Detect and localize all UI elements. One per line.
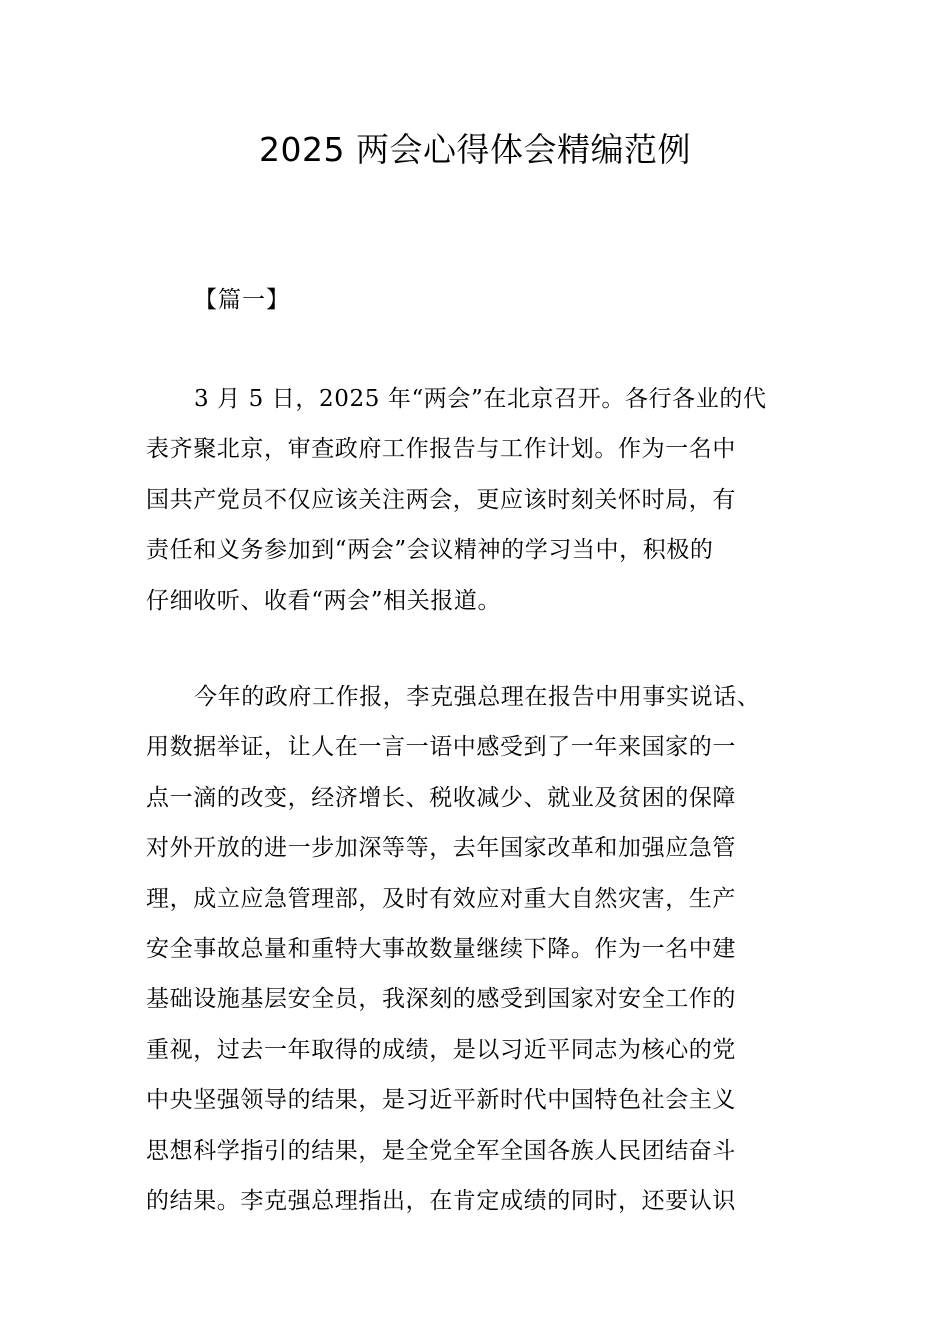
paragraph-line: 中央坚强领导的结果，是习近平新时代中国特色社会主义: [146, 1087, 736, 1114]
paragraph-line: 点一滴的改变，经济增长、税收减少、就业及贫困的保障: [146, 784, 736, 811]
paragraph-line: 理，成立应急管理部，及时有效应对重大自然灾害，生产: [146, 885, 736, 912]
paragraph-line: 3 月 5 日，2025 年“两会”在北京召开。各行各业的代: [194, 386, 767, 412]
paragraph-line: 基础设施基层安全员，我深刻的感受到国家对安全工作的: [146, 986, 736, 1013]
paragraph-line: 重视，过去一年取得的成绩，是以习近平同志为核心的党: [146, 1036, 736, 1063]
paragraph-line: 思想科学指引的结果，是全党全军全国各族人民团结奋斗: [146, 1137, 736, 1164]
section-label: 【篇一】: [194, 287, 290, 313]
paragraph-line: 责任和义务参加到“两会”会议精神的学习当中，积极的: [146, 537, 714, 564]
document-title: 2025 两会心得体会精编范例: [259, 130, 691, 169]
paragraph-line: 对外开放的进一步加深等等，去年国家改革和加强应急管: [146, 835, 736, 862]
paragraph-line: 今年的政府工作报，李克强总理在报告中用事实说话、: [194, 684, 761, 710]
paragraph-line: 国共产党员不仅应该关注两会，更应该时刻关怀时局，有: [146, 486, 736, 513]
paragraph-line: 的结果。李克强总理指出，在肯定成绩的同时，还要认识: [146, 1187, 736, 1214]
paragraph-2: [146, 672, 806, 1226]
paragraph-line: 安全事故总量和重特大事故数量继续下降。作为一名中建: [146, 935, 736, 962]
paragraph-line: 表齐聚北京，审查政府工作报告与工作计划。作为一名中: [146, 436, 736, 463]
paragraph-line: 用数据举证，让人在一言一语中感受到了一年来国家的一: [146, 734, 736, 761]
paragraph-1: [146, 374, 806, 626]
paragraph-line: 仔细收听、收看“两会”相关报道。: [146, 587, 502, 614]
